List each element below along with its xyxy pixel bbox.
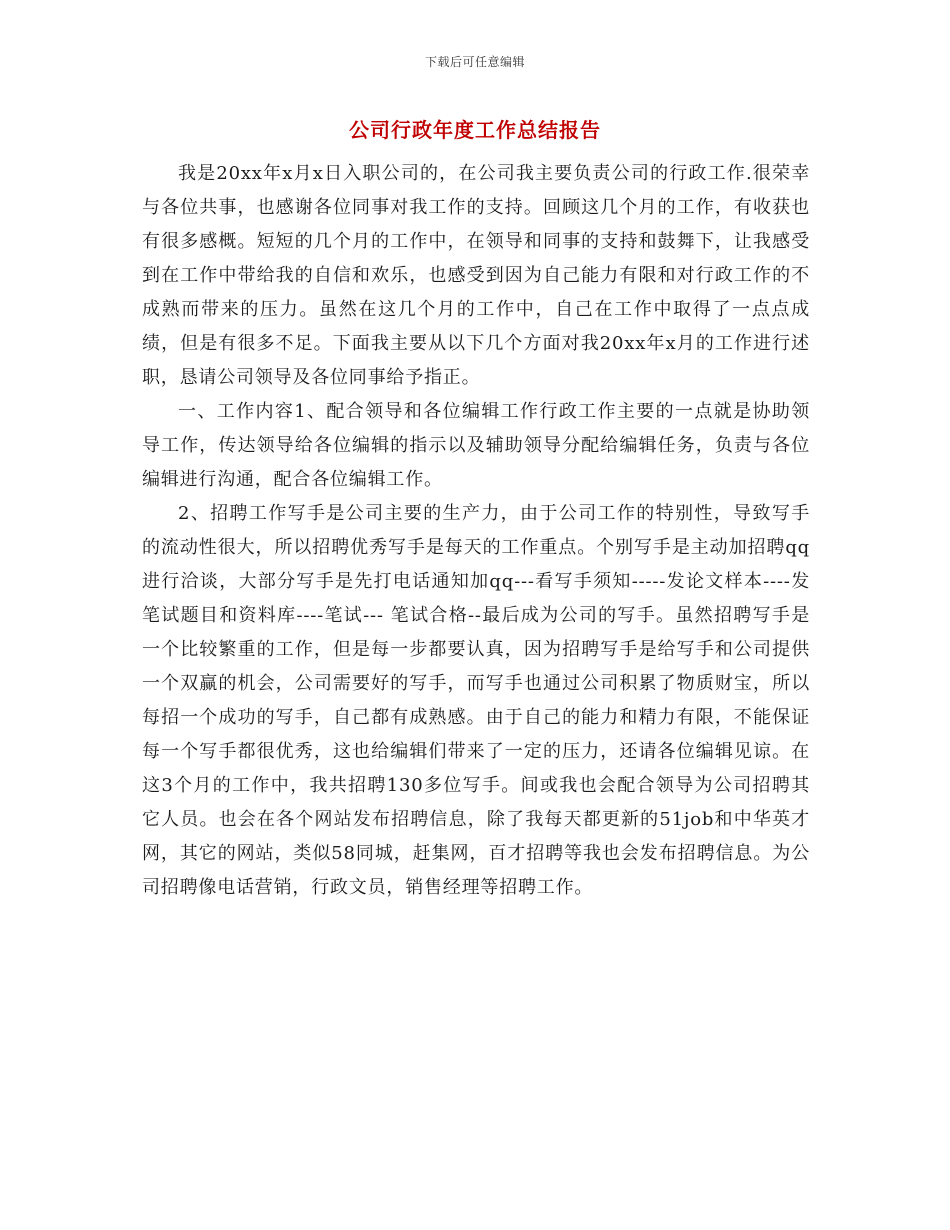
paragraph-work-content: 一、工作内容1、配合领导和各位编辑工作行政工作主要的一点就是协助领导工作，传达领导给各位编辑的指示以及辅助领导分配给编辑任务，负责与各位编辑进行沟通，配合各位编辑工作。: [142, 401, 810, 490]
document-title: 公司行政年度工作总结报告: [349, 118, 601, 142]
document-body: [142, 157, 810, 905]
paragraph-intro: 我是20xx年x月x日入职公司的，在公司我主要负责公司的行政工作.很荣幸与各位共事，也感谢各位同事对我工作的支持。回顾这几个月的工作，有收获也有很多感概。短短的几个月的工作中，在领导和同事的支持和鼓舞下，让我感受到在工作中带给我的自信和欢乐，也感受到因为自己能力有限和对行政工作的不成熟而带来的压力。虽然在这几个月的工作中，自己在工作中取得了一点点成绩，但是有很多不足。下面我主要从以下几个方面对我20xx年x月的工作进行述职，恳请公司领导及各位同事给予指正。: [142, 163, 810, 388]
paragraph-recruitment: 2、招聘工作写手是公司主要的生产力，由于公司工作的特别性，导致写手的流动性很大，所以招聘优秀写手是每天的工作重点。个别写手是主动加招聘qq进行洽谈，大部分写手是先打电话通知加qq---看写手须知-----发论文样本----发笔试题目和资料库----笔试--- 笔试合格--最后成为公司的写手。虽然招聘写手是一个比较繁重的工作，但是每一步都要认真，因为招聘写手是给写手和公司提供一个双赢的机会，公司需要好的写手，而写手也通过公司积累了物质财宝，所以每招一个成功的写手，自己都有成熟感。由于自己的能力和精力有限，不能保证每一个写手都很优秀，这也给编辑们带来了一定的压力，还请各位编辑见谅。在这3个月的工作中，我共招聘130多位写手。间或我也会配合领导为公司招聘其它人员。也会在各个网站发布招聘信息，除了我每天都更新的51job和中华英才网，其它的网站，类似58同城，赶集网，百才招聘等我也会发布招聘信息。为公司招聘像电话营销，行政文员，销售经理等招聘工作。: [142, 503, 810, 898]
page-header-note: 下载后可任意编辑: [424, 55, 525, 69]
